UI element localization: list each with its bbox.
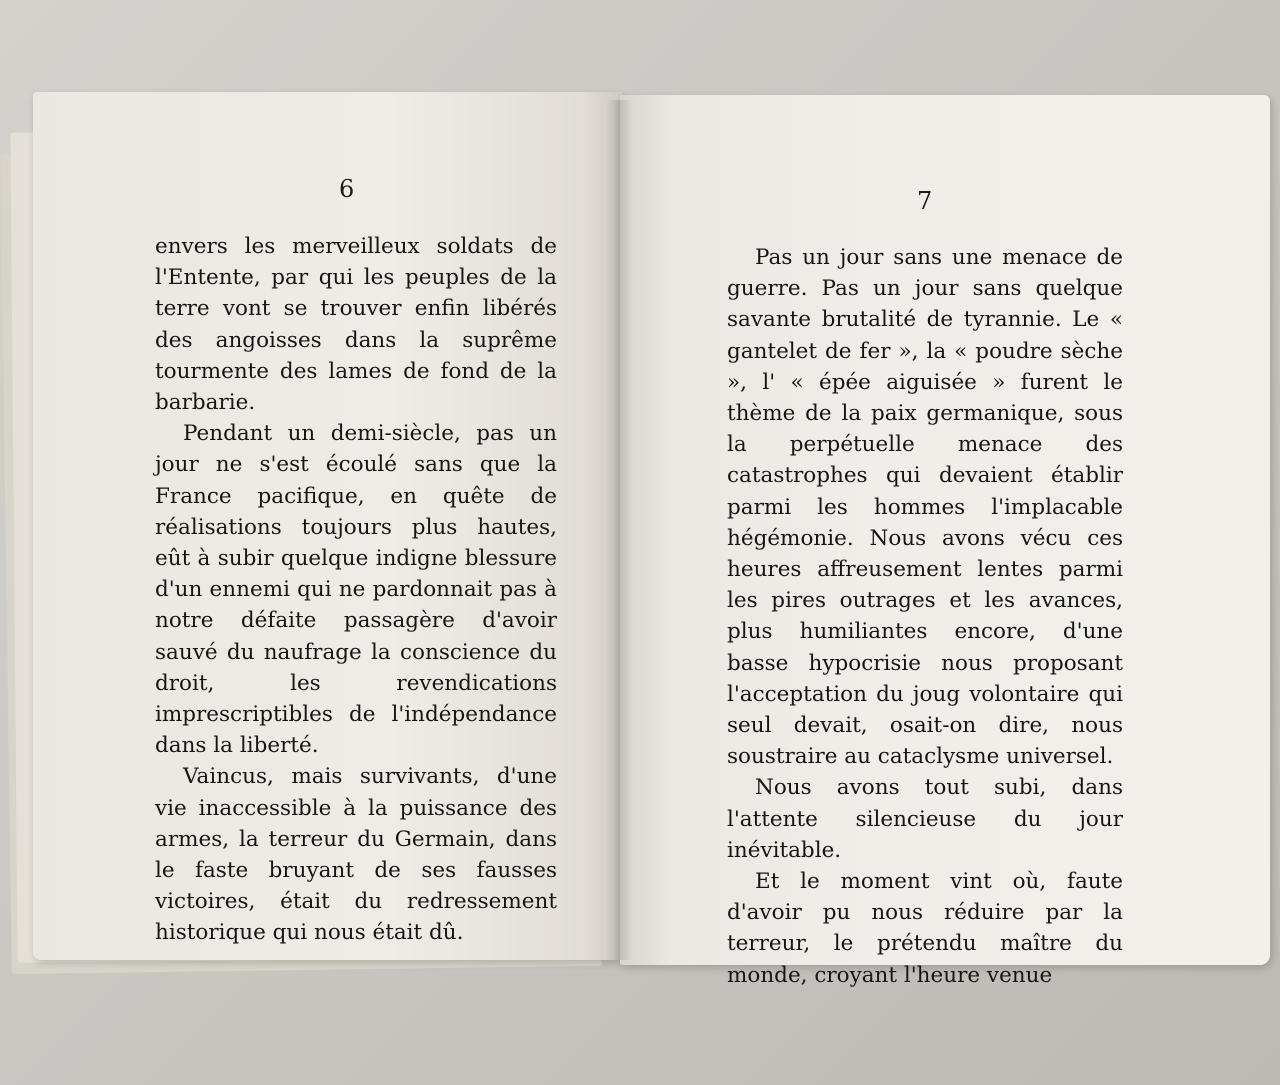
page-number-right: 7 <box>917 187 933 215</box>
left-page-text <box>155 231 557 949</box>
page-number-left: 6 <box>339 175 355 203</box>
right-page <box>620 95 1270 988</box>
paragraph: Et le moment vint où, faute d'avoir pu nous réduire par la terreur, le prétendu maître du monde, croyant l'heure venue <box>727 869 1123 988</box>
paragraph: Pas un jour sans une menace de guerre. Pas un jour sans quelque savante brutalité de tyrannie. Le « gantelet de fer », la « poudre sèche », l' « épée aiguisée » furent le thème de la paix germanique, sous la perpétuelle menace des catastrophes qui devaient établir parmi les hommes l'implacable hégémonie. Nous avons vécu ces heures affreusement lentes parmi les pires outrages et les avances, plus humiliantes encore, d'une basse hypocrisie nous proposant l'acceptation du joug volontaire qui seul devait, osait-on dire, nous soustraire au cataclysme universel. <box>727 245 1123 770</box>
paragraph: Nous avons tout subi, dans l'attente silencieuse du jour inévitable. <box>727 775 1123 863</box>
paragraph: Pendant un demi-siècle, pas un jour ne s'est écoulé sans que la France pacifique, en quête de réalisations toujours plus hautes, eût à subir quelque indigne blessure d'un ennemi qui ne pardonnait pas à notre défaite passagère d'avoir sauvé du naufrage la conscience du droit, les revendications imprescriptibles de l'indépendance dans la liberté. <box>155 421 557 759</box>
paragraph: envers les merveilleux soldats de l'Entente, par qui les peuples de la terre vont se trouver enfin libérés des angoisses dans la suprême tourmente des lames de fond de la barbarie. <box>155 234 557 416</box>
right-page-text <box>727 242 1123 991</box>
left-page <box>33 92 623 960</box>
paragraph: Vaincus, mais survivants, d'une vie inaccessible à la puissance des armes, la terreur du Germain, dans le faste bruyant de ses fausses victoires, était du redressement historique qui nous était dû. <box>155 764 557 946</box>
